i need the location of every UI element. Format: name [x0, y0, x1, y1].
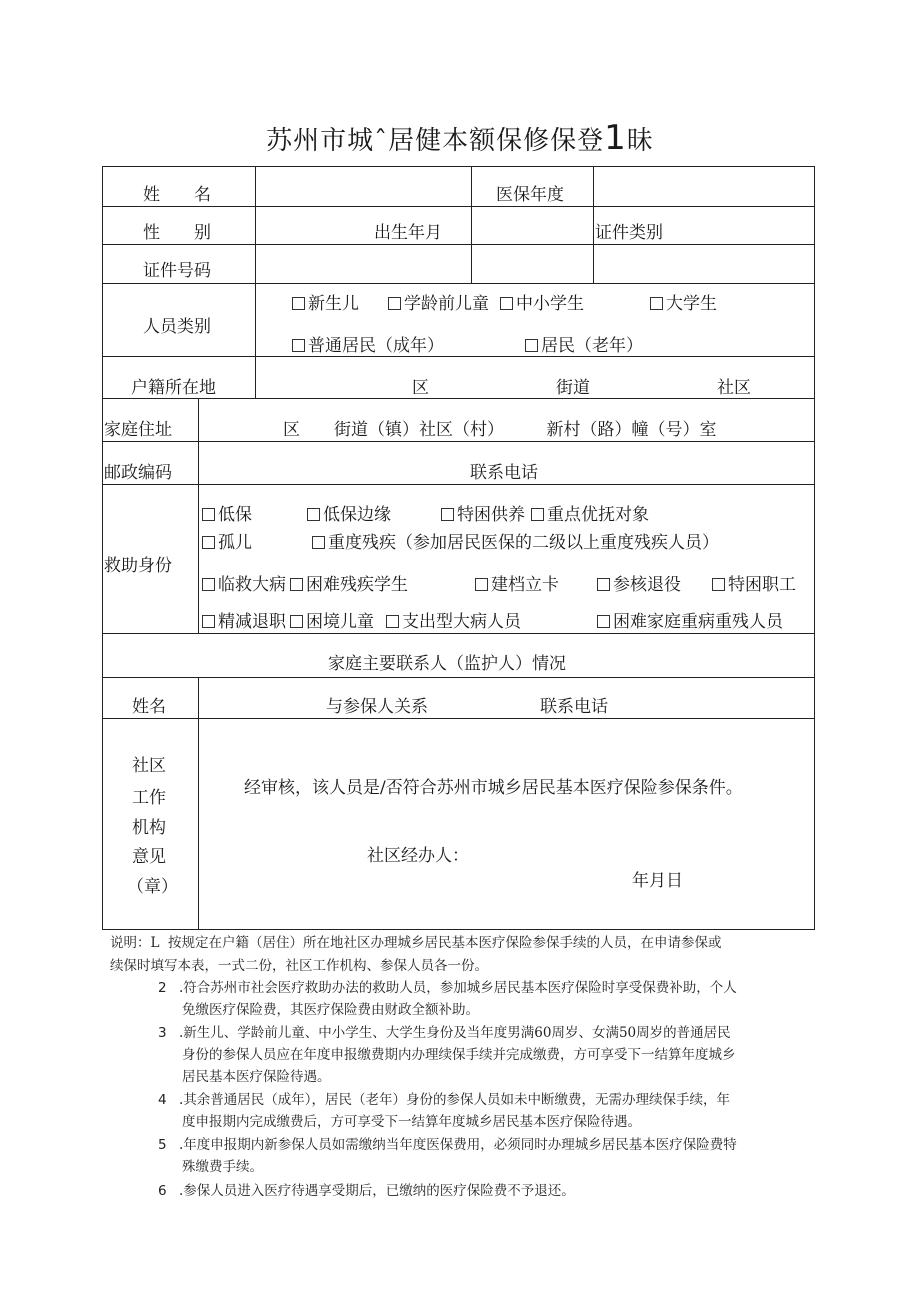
cat-primary[interactable]: 中小学生 — [500, 294, 584, 314]
note-5-text2: 殊缴费手续。 — [182, 1159, 263, 1175]
category-label: 人员类别 — [143, 317, 211, 337]
note-2-text2: 免缴医疗保险费，其医疗保险费由财政全额补助。 — [182, 1002, 479, 1018]
note-4-text: .其余普通居民（成年），居民（老年）身份的参保人员如未中断缴费，无需办理续保手续，年 — [179, 1092, 731, 1108]
note-2-num: 2 — [158, 980, 167, 996]
gender-label: 性 别 — [143, 223, 211, 243]
note-3-text3: 居民基本医疗保险待遇。 — [182, 1069, 331, 1085]
contact-phone-label: 联系电话 — [540, 697, 608, 717]
hukou-label: 户籍所在地 — [131, 378, 216, 398]
note-6-text: .参保人员进入医疗待遇享受期后，已缴纳的医疗保险费不予退还。 — [179, 1183, 575, 1199]
cat-preschool[interactable]: 学龄前儿童 — [388, 294, 489, 314]
note-4-text2: 度申报期内完成缴费后，方可享受下一结算年度城乡居民基本医疗保险待遇。 — [182, 1114, 641, 1130]
note-3-text2: 身份的参保人员应在年度申报缴费期内办理续保手续并完成缴费，方可享受下一结算年度城乡 — [182, 1047, 736, 1063]
cat-newborn[interactable]: 新生儿 — [292, 294, 359, 314]
note-1-text2: 续保时填写本表，一式二份，社区工作机构、参保人员各一份。 — [110, 958, 488, 974]
aid-child[interactable]: 困境儿童 — [290, 612, 374, 632]
opinion-text: 经审核，该人员是/否符合苏州市城乡居民基本医疗保险参保条件。 — [244, 778, 743, 798]
opinion-label-1: 社区 — [132, 756, 166, 776]
opinion-handler: 社区经办人： — [367, 846, 469, 866]
aid-disabled[interactable]: 重度残疾（参加居民医保的二级以上重度残疾人员） — [312, 533, 719, 553]
contact-name-label: 姓名 — [132, 697, 166, 717]
opinion-label-2: 工作 — [132, 788, 166, 808]
id-type-label: 证件类别 — [595, 223, 663, 243]
opinion-date: 年月日 — [632, 871, 683, 891]
opinion-label-5: （章） — [127, 877, 178, 897]
aid-orphan[interactable]: 孤儿 — [202, 533, 252, 553]
aid-worker[interactable]: 特困职工 — [712, 575, 796, 595]
birth-label: 出生年月 — [374, 223, 442, 243]
name-label: 姓 名 — [143, 185, 211, 205]
note-6-num: 6 — [158, 1183, 167, 1199]
note-1-text: 按规定在户籍（居住）所在地社区办理城乡居民基本医疗保险参保手续的人员，在申请参保或 — [168, 935, 722, 951]
note-4-num: 4 — [158, 1092, 167, 1108]
opinion-label-4: 意见 — [132, 847, 166, 867]
contact-header: 家庭主要联系人（监护人）情况 — [328, 654, 566, 674]
hukou-street: 街道 — [556, 378, 590, 398]
aid-priority[interactable]: 重点优抚对象 — [531, 505, 649, 525]
hukou-community: 社区 — [717, 378, 751, 398]
contact-relation-label: 与参保人关系 — [326, 697, 428, 717]
form-title: 苏州市城ˆ居健本额保修保登1昧 — [266, 118, 654, 158]
aid-edge[interactable]: 低保边缘 — [307, 505, 391, 525]
address-label: 家庭住址 — [104, 420, 172, 440]
note-3-text: .新生儿、学龄前儿童、中小学生、大学生身份及当年度男满60周岁、女满50周岁的普通居民 — [179, 1025, 731, 1041]
aid-paid[interactable]: 支出型大病人员 — [386, 612, 521, 632]
note-5-text: .年度申报期内新参保人员如需缴纳当年度医保费用，必须同时办理城乡居民基本医疗保险费特 — [179, 1137, 737, 1153]
id-number-label: 证件号码 — [143, 261, 211, 281]
aid-retired[interactable]: 精减退职 — [202, 612, 286, 632]
phone-label: 联系电话 — [470, 463, 538, 483]
aid-special[interactable]: 特困供养 — [441, 505, 525, 525]
address-content: 区 街道（镇）社区（村） 新村（路）幢（号）室 — [283, 420, 717, 440]
postcode-label: 邮政编码 — [104, 463, 172, 483]
aid-lowinc[interactable]: 低保 — [202, 505, 252, 525]
aid-label: 救助身份 — [104, 556, 172, 576]
aid-student[interactable]: 困难残疾学生 — [290, 575, 408, 595]
note-1-label: 说明：L — [110, 935, 160, 951]
note-5-num: 5 — [158, 1137, 167, 1153]
opinion-label-3: 机构 — [132, 818, 166, 838]
insurance-year-label: 医保年度 — [496, 185, 564, 205]
aid-veteran[interactable]: 参核退役 — [597, 575, 681, 595]
aid-family[interactable]: 困难家庭重病重残人员 — [597, 612, 783, 632]
cat-adult[interactable]: 普通居民（成年） — [292, 336, 444, 356]
aid-file[interactable]: 建档立卡 — [475, 575, 559, 595]
note-3-num: 3 — [158, 1025, 167, 1041]
note-2-text: .符合苏州市社会医疗救助办法的救助人员，参加城乡居民基本医疗保险时享受保费补助，个人 — [179, 980, 737, 996]
hukou-district: 区 — [412, 378, 429, 398]
cat-college[interactable]: 大学生 — [650, 294, 717, 314]
cat-elder[interactable]: 居民（老年） — [525, 336, 643, 356]
aid-ill[interactable]: 临救大病 — [202, 575, 286, 595]
